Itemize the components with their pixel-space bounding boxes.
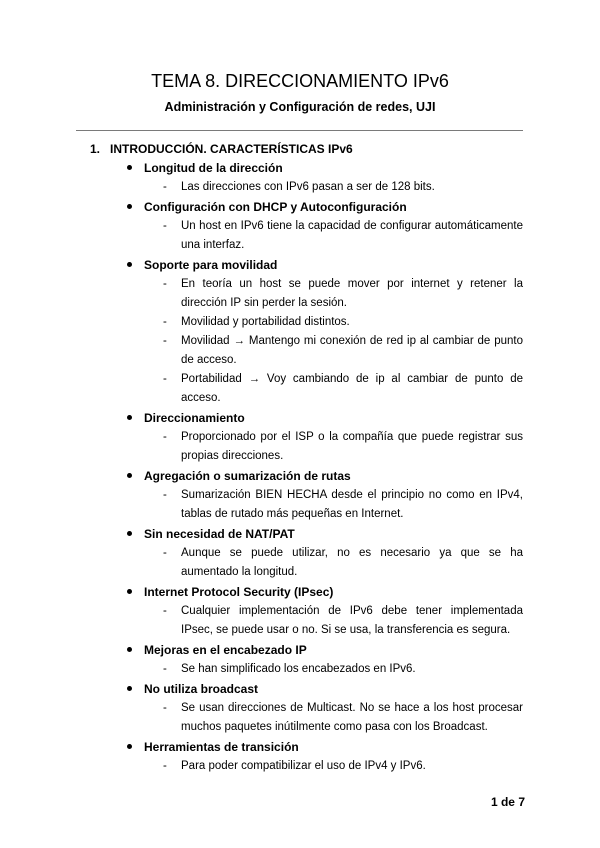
dash-marker-icon: - bbox=[163, 181, 167, 193]
bullet-heading-text: Agregación o sumarización de rutas bbox=[144, 469, 351, 483]
bullet-heading-text: Direccionamiento bbox=[144, 411, 245, 425]
bullet-heading bbox=[0, 409, 600, 428]
sub-item bbox=[0, 428, 600, 466]
sub-item bbox=[0, 486, 600, 524]
sub-item-text: Proporcionado por el ISP o la compañía que puede registrar sus propias direcciones. bbox=[181, 431, 523, 462]
sub-item bbox=[0, 660, 600, 679]
sub-item-text: Movilidad y portabilidad distintos. bbox=[181, 316, 350, 328]
section-title: INTRODUCCIÓN. CARACTERÍSTICAS IPv6 bbox=[110, 142, 353, 156]
sub-item bbox=[0, 544, 600, 582]
spacer bbox=[0, 776, 600, 777]
bullet-heading bbox=[0, 198, 600, 217]
bullet-heading bbox=[0, 680, 600, 699]
bullet-heading-text: Internet Protocol Security (IPsec) bbox=[144, 585, 334, 599]
dash-marker-icon: - bbox=[163, 373, 167, 385]
bullet-dot-icon bbox=[127, 647, 132, 652]
bullet-heading bbox=[0, 256, 600, 275]
dash-marker-icon: - bbox=[163, 547, 167, 559]
bullet-heading bbox=[0, 641, 600, 660]
bullet-heading-text: Herramientas de transición bbox=[144, 740, 299, 754]
document-title: TEMA 8. DIRECCIONAMIENTO IPv6 bbox=[151, 71, 449, 91]
dash-marker-icon: - bbox=[163, 605, 167, 617]
dash-marker-icon: - bbox=[163, 220, 167, 232]
dash-marker-icon: - bbox=[163, 489, 167, 501]
sub-item-text: Portabilidad → Voy cambiando de ip al cambiar de punto de acceso. bbox=[181, 373, 523, 404]
dash-marker-icon: - bbox=[163, 278, 167, 290]
sub-item bbox=[0, 757, 600, 776]
sub-item-text: Para poder compatibilizar el uso de IPv4 y IPv6. bbox=[181, 760, 426, 772]
bullet-heading bbox=[0, 738, 600, 757]
bullet-heading-text: Sin necesidad de NAT/PAT bbox=[144, 527, 295, 541]
dash-marker-icon: - bbox=[163, 663, 167, 675]
dash-marker-icon: - bbox=[163, 431, 167, 443]
sub-item bbox=[0, 217, 600, 255]
dash-marker-icon: - bbox=[163, 760, 167, 772]
sub-item-text: En teoría un host se puede mover por internet y retener la dirección IP sin perder la sesión. bbox=[181, 278, 523, 309]
page-number: 1 de 7 bbox=[490, 795, 525, 809]
bullet-dot-icon bbox=[127, 589, 132, 594]
sub-item bbox=[0, 275, 600, 313]
bullet-dot-icon bbox=[127, 744, 132, 749]
bullet-heading-text: Soporte para movilidad bbox=[144, 258, 278, 272]
bullet-list bbox=[0, 159, 600, 777]
sub-item bbox=[0, 313, 600, 332]
bullet-dot-icon bbox=[127, 686, 132, 691]
bullet-heading bbox=[0, 467, 600, 486]
sub-item-text: Cualquier implementación de IPv6 debe tener implementada IPsec, se puede usar o no. Si se usa, la transferencia es segura. bbox=[181, 605, 523, 636]
sub-item-text: Sumarización BIEN HECHA desde el principio no como en IPv4, tablas de rutado más pequeñas en Internet. bbox=[181, 489, 523, 520]
header-divider bbox=[76, 130, 523, 131]
bullet-dot-icon bbox=[127, 165, 132, 170]
dash-marker-icon: - bbox=[163, 702, 167, 714]
sub-item bbox=[0, 178, 600, 197]
sub-item-text: Un host en IPv6 tiene la capacidad de configurar automáticamente una interfaz. bbox=[181, 220, 523, 251]
bullet-dot-icon bbox=[127, 473, 132, 478]
sub-item bbox=[0, 370, 600, 408]
dash-marker-icon: - bbox=[163, 335, 167, 347]
bullet-dot-icon bbox=[127, 262, 132, 267]
sub-item-text: Las direcciones con IPv6 pasan a ser de 128 bits. bbox=[181, 181, 435, 193]
bullet-heading bbox=[0, 583, 600, 602]
sub-item-text: Aunque se puede utilizar, no es necesario ya que se ha aumentado la longitud. bbox=[181, 547, 523, 578]
sub-item-text: Se usan direcciones de Multicast. No se hace a los host procesar muchos paquetes inútilmente como pasa con los Broadcast. bbox=[181, 702, 523, 733]
bullet-heading-text: Longitud de la dirección bbox=[144, 161, 283, 175]
bullet-heading-text: No utiliza broadcast bbox=[144, 682, 259, 696]
sub-item bbox=[0, 602, 600, 640]
bullet-heading-text: Mejoras en el encabezado IP bbox=[144, 643, 307, 657]
section-number: 1. bbox=[90, 142, 101, 156]
document-body bbox=[0, 138, 600, 777]
dash-marker-icon: - bbox=[163, 316, 167, 328]
sub-item bbox=[0, 699, 600, 737]
sub-item-text: Movilidad → Mantengo mi conexión de red ip al cambiar de punto de acceso. bbox=[181, 335, 523, 366]
bullet-heading-text: Configuración con DHCP y Autoconfiguración bbox=[144, 200, 407, 214]
bullet-dot-icon bbox=[127, 204, 132, 209]
document-subtitle: Administración y Configuración de redes, UJI bbox=[164, 100, 436, 114]
bullet-dot-icon bbox=[127, 531, 132, 536]
bullet-heading bbox=[0, 525, 600, 544]
sub-item bbox=[0, 332, 600, 370]
bullet-heading bbox=[0, 159, 600, 178]
bullet-dot-icon bbox=[127, 415, 132, 420]
sub-item-text: Se han simplificado los encabezados en IPv6. bbox=[181, 663, 416, 675]
section-heading bbox=[0, 138, 600, 159]
